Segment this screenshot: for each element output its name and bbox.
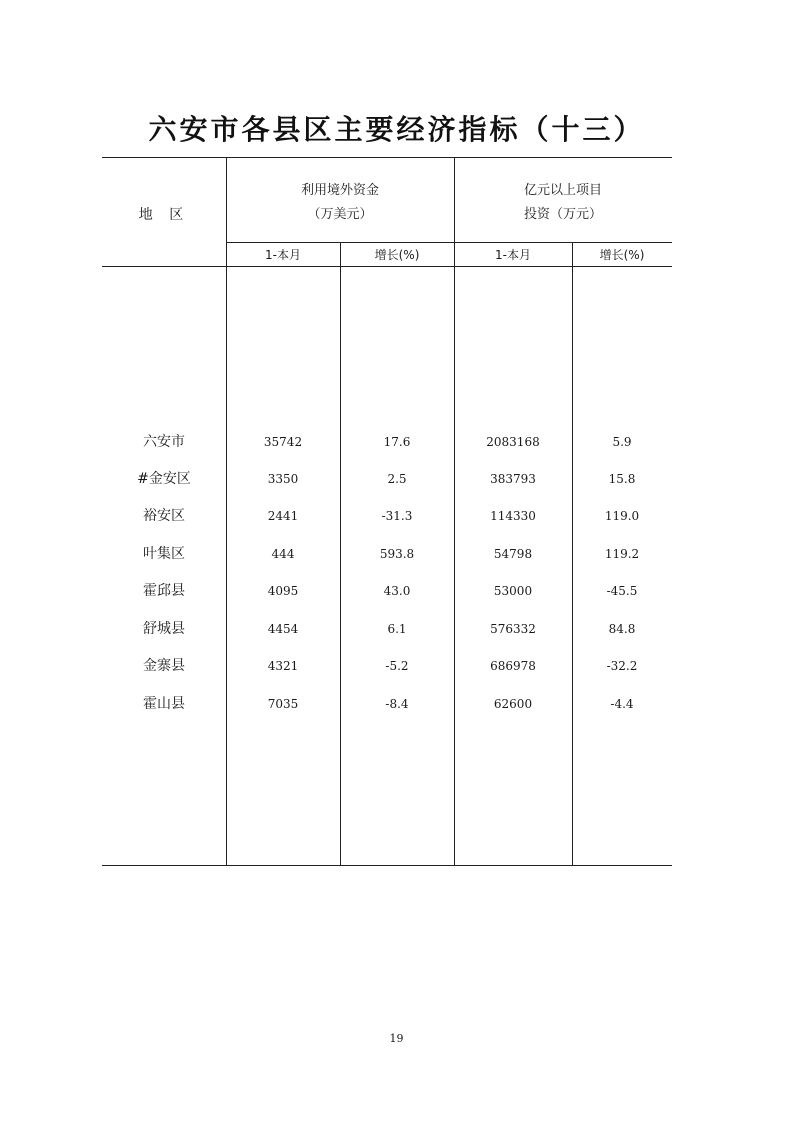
table-row [102, 540, 672, 568]
region-cell: 裕安区 [143, 508, 185, 524]
invest-growth-cell: 119.2 [604, 547, 640, 561]
region-cell: 舒城县 [143, 621, 185, 637]
table-row [102, 465, 672, 493]
invest-growth-cell: 119.0 [604, 509, 640, 523]
fdi-cell: 444 [271, 547, 295, 561]
invest-cell: 2083168 [486, 435, 540, 449]
fdi-growth-cell: 6.1 [387, 622, 407, 636]
invest-header-line2: 投资（万元） [523, 207, 602, 222]
table-row [102, 652, 672, 680]
region-cell: 金寨县 [143, 658, 185, 674]
fdi-growth-cell: 593.8 [379, 547, 415, 561]
table-row [102, 428, 672, 456]
region-cell: 叶集区 [143, 546, 185, 562]
invest-header-line1: 亿元以上项目 [523, 183, 602, 198]
fdi-cell: 7035 [267, 697, 299, 711]
table-bottom-rule [102, 865, 672, 866]
invest-cell: 114330 [490, 509, 536, 523]
fdi-cell: 2441 [267, 509, 299, 523]
invest-growth-cell: -45.5 [606, 584, 638, 598]
invest-cell: 686978 [490, 659, 536, 673]
fdi-growth-cell: -8.4 [385, 697, 409, 711]
fdi-growth-header: 增长(%) [374, 248, 420, 262]
invest-cell: 576332 [490, 622, 536, 636]
fdi-cell: 4095 [267, 584, 299, 598]
region-cell: #金安区 [137, 471, 191, 487]
fdi-cell: 4321 [267, 659, 299, 673]
fdi-growth-cell: 17.6 [383, 435, 411, 449]
invest-cell: 62600 [493, 697, 533, 711]
fdi-growth-cell: -5.2 [385, 659, 409, 673]
fdi-cell: 3350 [267, 472, 299, 486]
page-title: 六安市各县区主要经济指标（十三） [148, 113, 645, 146]
invest-growth-cell: -4.4 [610, 697, 634, 711]
table-top-rule [102, 157, 672, 158]
invest-growth-header: 增长(%) [599, 248, 645, 262]
economic-indicators-table [102, 157, 672, 866]
fdi-header-line2: （万美元） [307, 207, 373, 222]
invest-growth-cell: -32.2 [606, 659, 638, 673]
fdi-cell: 4454 [267, 622, 299, 636]
invest-cell: 53000 [493, 584, 533, 598]
table-row [102, 615, 672, 643]
fdi-growth-cell: 43.0 [383, 584, 411, 598]
fdi-growth-cell: -31.3 [381, 509, 413, 523]
fdi-month-header: 1-本月 [265, 248, 301, 262]
table-row [102, 502, 672, 530]
table-row [102, 577, 672, 605]
fdi-header-line1: 利用境外资金 [300, 183, 379, 198]
region-cell: 六安市 [143, 434, 185, 450]
invest-growth-cell: 15.8 [608, 472, 636, 486]
invest-growth-cell: 84.8 [608, 622, 636, 636]
fdi-cell: 35742 [263, 435, 303, 449]
invest-cell: 383793 [490, 472, 536, 486]
region-cell: 霍邱县 [143, 583, 185, 599]
region-header: 地 区 [138, 207, 190, 223]
invest-growth-cell: 5.9 [612, 435, 632, 449]
region-cell: 霍山县 [143, 696, 185, 712]
page-number: 19 [389, 1032, 404, 1045]
fdi-growth-cell: 2.5 [387, 472, 407, 486]
table-row [102, 690, 672, 718]
invest-month-header: 1-本月 [495, 248, 531, 262]
invest-cell: 54798 [493, 547, 533, 561]
